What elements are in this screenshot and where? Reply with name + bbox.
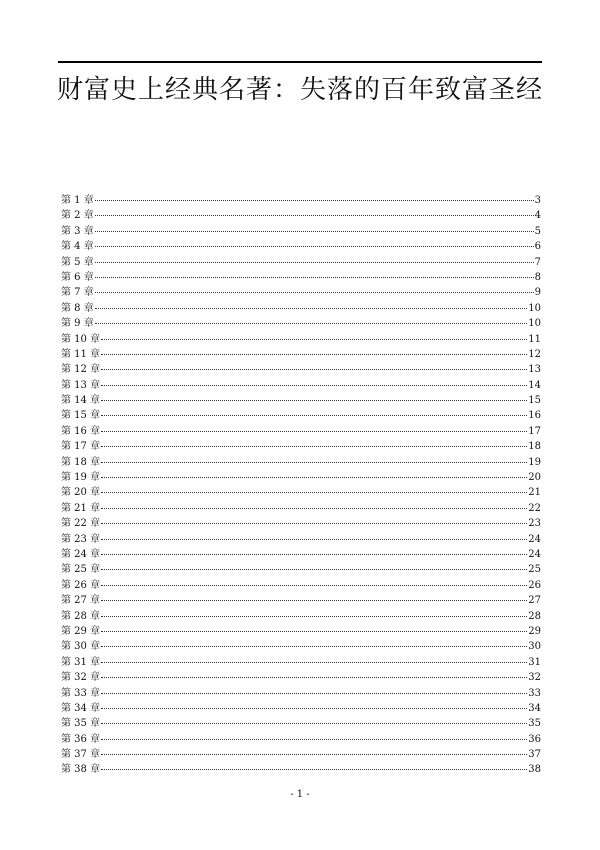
toc-dot-leader: [101, 354, 527, 355]
toc-page-number: 33: [528, 687, 541, 699]
toc-chapter-label: 第 23 章: [61, 533, 101, 545]
toc-chapter-label: 第 35 章: [61, 718, 101, 730]
toc-entry[interactable]: [61, 208, 541, 223]
toc-dot-leader: [101, 523, 527, 524]
toc-entry[interactable]: [61, 547, 541, 562]
toc-chapter-label: 第 8 章: [61, 302, 94, 314]
toc-page-number: 6: [534, 241, 541, 253]
toc-page-number: 23: [528, 518, 541, 530]
toc-dot-leader: [101, 631, 527, 632]
toc-page-number: 35: [528, 718, 541, 730]
page-number-footer: - 1 -: [290, 789, 310, 800]
toc-page-number: 20: [528, 472, 541, 484]
toc-page-number: 18: [528, 441, 541, 453]
toc-entry[interactable]: [61, 285, 541, 300]
toc-entry[interactable]: [61, 439, 541, 454]
toc-dot-leader: [101, 600, 527, 601]
toc-entry[interactable]: [61, 378, 541, 393]
toc-dot-leader: [101, 662, 527, 663]
toc-entry[interactable]: [61, 455, 541, 470]
toc-page-number: 4: [534, 210, 541, 222]
toc-entry[interactable]: [61, 670, 541, 685]
toc-dot-leader: [95, 262, 534, 263]
toc-dot-leader: [101, 539, 527, 540]
toc-entry[interactable]: [61, 562, 541, 577]
toc-chapter-label: 第 19 章: [61, 472, 101, 484]
toc-chapter-label: 第 30 章: [61, 641, 101, 653]
toc-entry[interactable]: [61, 362, 541, 377]
toc-chapter-label: 第 10 章: [61, 333, 101, 345]
toc-dot-leader: [101, 693, 527, 694]
toc-entry[interactable]: [61, 609, 541, 624]
toc-page-number: 14: [528, 379, 541, 391]
toc-chapter-label: 第 38 章: [61, 764, 101, 776]
toc-chapter-label: 第 34 章: [61, 702, 101, 714]
toc-entry[interactable]: [61, 301, 541, 316]
toc-entry[interactable]: [61, 701, 541, 716]
toc-page-number: 34: [528, 702, 541, 714]
toc-entry[interactable]: [61, 332, 541, 347]
toc-dot-leader: [101, 477, 527, 478]
toc-page-number: 27: [528, 595, 541, 607]
toc-chapter-label: 第 37 章: [61, 749, 101, 761]
toc-chapter-label: 第 29 章: [61, 625, 101, 637]
toc-page-number: 8: [534, 271, 541, 283]
toc-page-number: 5: [534, 225, 541, 237]
toc-entry[interactable]: [61, 193, 541, 208]
toc-entry[interactable]: [61, 270, 541, 285]
toc-chapter-label: 第 11 章: [61, 348, 101, 360]
toc-page-number: 17: [528, 425, 541, 437]
toc-chapter-label: 第 18 章: [61, 456, 101, 468]
toc-entry[interactable]: [61, 255, 541, 270]
toc-chapter-label: 第 26 章: [61, 579, 101, 591]
toc-entry[interactable]: [61, 516, 541, 531]
toc-page-number: 10: [528, 302, 541, 314]
toc-dot-leader: [101, 677, 527, 678]
toc-dot-leader: [95, 231, 534, 232]
toc-page-number: 38: [528, 764, 541, 776]
toc-chapter-label: 第 3 章: [61, 225, 94, 237]
toc-dot-leader: [95, 292, 534, 293]
toc-page-number: 25: [528, 564, 541, 576]
toc-page-number: 10: [528, 318, 541, 330]
toc-chapter-label: 第 22 章: [61, 518, 101, 530]
toc-entry[interactable]: [61, 747, 541, 762]
toc-chapter-label: 第 5 章: [61, 256, 94, 268]
toc-chapter-label: 第 17 章: [61, 441, 101, 453]
toc-entry[interactable]: [61, 501, 541, 516]
toc-chapter-label: 第 12 章: [61, 364, 101, 376]
title-top-rule: [58, 61, 542, 63]
toc-page-number: 15: [528, 395, 541, 407]
toc-chapter-label: 第 25 章: [61, 564, 101, 576]
toc-dot-leader: [101, 462, 527, 463]
toc-page-number: 32: [528, 672, 541, 684]
toc-dot-leader: [101, 585, 527, 586]
toc-chapter-label: 第 20 章: [61, 487, 101, 499]
toc-chapter-label: 第 31 章: [61, 656, 101, 668]
toc-chapter-label: 第 21 章: [61, 502, 101, 514]
toc-entry[interactable]: [61, 578, 541, 593]
toc-dot-leader: [101, 754, 527, 755]
toc-entry[interactable]: [61, 639, 541, 654]
toc-chapter-label: 第 9 章: [61, 318, 94, 330]
toc-entry[interactable]: [61, 762, 541, 777]
toc-dot-leader: [101, 492, 527, 493]
toc-page-number: 37: [528, 749, 541, 761]
toc-dot-leader: [95, 200, 534, 201]
document-title: 财富史上经典名著：失落的百年致富圣经: [56, 75, 543, 105]
toc-entry[interactable]: [61, 408, 541, 423]
toc-dot-leader: [101, 339, 527, 340]
toc-entry[interactable]: [61, 624, 541, 639]
toc-dot-leader: [95, 323, 528, 324]
toc-entry[interactable]: [61, 224, 541, 239]
toc-chapter-label: 第 4 章: [61, 241, 94, 253]
toc-entry[interactable]: [61, 686, 541, 701]
toc-dot-leader: [95, 246, 534, 247]
toc-entry[interactable]: [61, 655, 541, 670]
toc-chapter-label: 第 13 章: [61, 379, 101, 391]
toc-page-number: 3: [534, 195, 541, 206]
toc-page-number: 36: [528, 733, 541, 745]
toc-page-number: 24: [528, 548, 541, 560]
toc-page-number: 19: [528, 456, 541, 468]
toc-chapter-label: 第 24 章: [61, 548, 101, 560]
toc-entry[interactable]: [61, 732, 541, 747]
toc-chapter-label: 第 1 章: [61, 195, 94, 206]
toc-dot-leader: [101, 569, 527, 570]
toc-entry[interactable]: [61, 239, 541, 254]
toc-chapter-label: 第 32 章: [61, 672, 101, 684]
toc-dot-leader: [101, 646, 527, 647]
toc-chapter-label: 第 7 章: [61, 287, 94, 299]
toc-dot-leader: [101, 508, 527, 509]
toc-chapter-label: 第 27 章: [61, 595, 101, 607]
toc-entry[interactable]: [61, 424, 541, 439]
toc-chapter-label: 第 2 章: [61, 210, 94, 222]
toc-page-number: 22: [528, 502, 541, 514]
toc-page-number: 21: [528, 487, 541, 499]
toc-dot-leader: [101, 431, 527, 432]
toc-entry[interactable]: [61, 593, 541, 608]
toc-dot-leader: [101, 616, 527, 617]
toc-page-number: 26: [528, 579, 541, 591]
toc-page-number: 13: [528, 364, 541, 376]
toc-entry[interactable]: [61, 485, 541, 500]
toc-dot-leader: [95, 215, 534, 216]
toc-entry[interactable]: [61, 716, 541, 731]
toc-dot-leader: [95, 308, 528, 309]
toc-entry[interactable]: [61, 347, 541, 362]
toc-chapter-label: 第 36 章: [61, 733, 101, 745]
toc-entry[interactable]: [61, 470, 541, 485]
toc-entry[interactable]: [61, 316, 541, 331]
toc-page-number: 11: [528, 333, 541, 345]
toc-dot-leader: [101, 708, 527, 709]
toc-chapter-label: 第 14 章: [61, 395, 101, 407]
toc-entry[interactable]: [61, 532, 541, 547]
toc-page-number: 16: [528, 410, 541, 422]
toc-dot-leader: [101, 400, 527, 401]
toc-entry[interactable]: [61, 393, 541, 408]
toc-page-number: 12: [528, 348, 541, 360]
table-of-contents: [61, 193, 541, 778]
toc-page-number: 28: [528, 610, 541, 622]
toc-chapter-label: 第 28 章: [61, 610, 101, 622]
toc-page-number: 24: [528, 533, 541, 545]
toc-page-number: 30: [528, 641, 541, 653]
toc-dot-leader: [101, 554, 527, 555]
toc-page-number: 7: [534, 256, 541, 268]
toc-chapter-label: 第 15 章: [61, 410, 101, 422]
toc-dot-leader: [101, 385, 527, 386]
toc-dot-leader: [101, 739, 527, 740]
toc-dot-leader: [95, 277, 534, 278]
toc-page-number: 31: [528, 656, 541, 668]
toc-chapter-label: 第 33 章: [61, 687, 101, 699]
toc-page-number: 9: [534, 287, 541, 299]
toc-dot-leader: [101, 369, 527, 370]
toc-page-number: 29: [528, 625, 541, 637]
toc-chapter-label: 第 16 章: [61, 425, 101, 437]
toc-dot-leader: [101, 723, 527, 724]
toc-dot-leader: [101, 415, 527, 416]
toc-dot-leader: [101, 769, 527, 770]
toc-chapter-label: 第 6 章: [61, 271, 94, 283]
toc-dot-leader: [101, 446, 527, 447]
